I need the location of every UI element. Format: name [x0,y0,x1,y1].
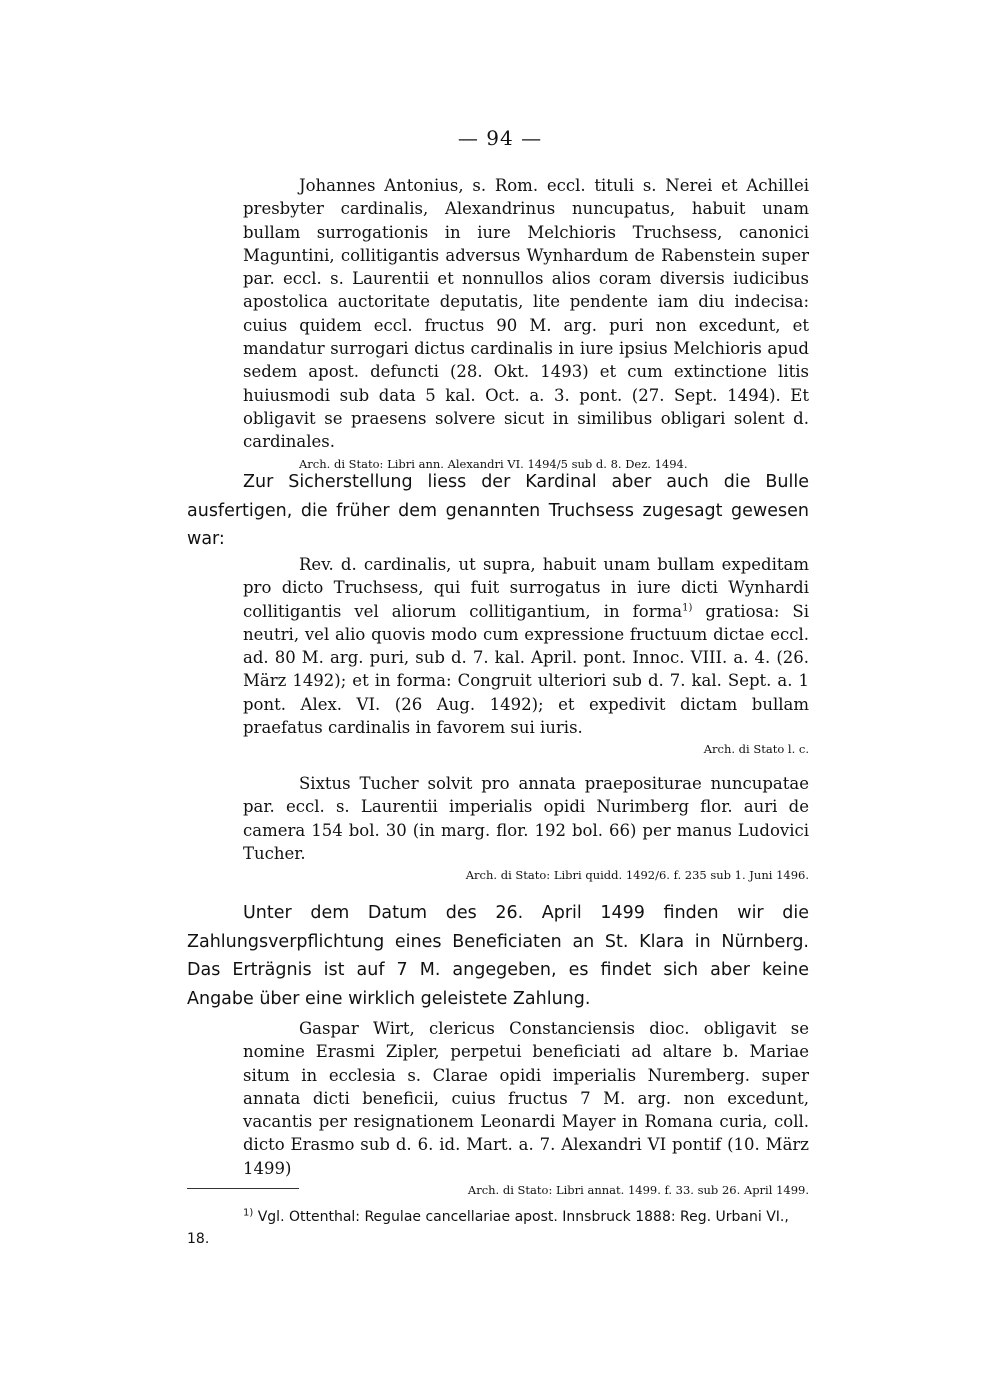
entry-text-part: gratiosa: Si neutri, vel alio quovis modo cum expressione fructuum dictae eccl. ad. 80 M. arg. puri, sub d. 7. kal. April. pont. Innoc. VIII. a. 4. (26. März 1492); et in forma: Congruit ulteriori sub d. 7. kal. Sept. a. 1 pont. Alex. VI. (26 Aug. 1492); et expedivit dictam bullam praefatus cardinalis in favorem sui iuris. [243,601,810,738]
footnote-marker: 1) [243,1207,254,1219]
entry-text: Gaspar Wirt, clericus Constanciensis dioc. obligavit se nomine Erasmi Zipler, perpetui beneficiati ad altare b. Mariae situm in ecclesia s. Clarae opidi imperialis Nuremberg. super annata dicti beneficii, cuius fructus 7 M. arg. non excedunt, vacantis per resignationem Leonardi Mayer in Romana curia, coll. dicto Erasmo sub d. 6. id. Mart. a. 7. Alexandri VI pontif (10. März 1499) [243,1019,809,1178]
narrative-text: Zur Sicherstellung liess der Kardinal aber auch die Bulle ausfertigen, die früher dem genannten Truchsess zugesagt gewesen war: [187,472,809,549]
archive-source: Arch. di Stato l. c. [703,742,809,757]
entry-text-part: Rev. d. cardinalis, ut supra, habuit unam bullam expeditam pro dicto Truchsess, qui fuit surrogatus in iure dicti Wynhardi collitigantis vel aliorum collitigantium, in forma [243,555,809,621]
entry-sixtus-tucher [243,772,809,885]
narrative-st-klara [187,899,809,1013]
entry-rev-cardinalis [243,553,809,759]
entry-gaspar-wirt [243,1017,809,1200]
entry-text: Sixtus Tucher solvit pro annata praepositurae nuncupatae par. eccl. s. Laurentii imperialis opidi Nurimberg flor. auri de camera 154 bol. 30 (in marg. flor. 192 bol. 66) per manus Ludovici Tucher. [243,774,809,863]
entry-text: Johannes Antonius, s. Rom. eccl. tituli s. Nerei et Achillei presbyter cardinalis, Alexandrinus nuncupatus, habuit unam bullam surrogationis in iure Melchioris Truchsess, canonici Maguntini, collitigantis adversus Wynhardum de Rabenstein super par. eccl. s. Laurentii et nonnullos alios coram diversis iudicibus apostolica auctoritate deputatis, lite pendente iam diu indecisa: cuius quidem eccl. fructus 90 M. arg. puri non excedunt, et mandatur surrogari dictus cardinalis in iure ipsius Melchioris apud sedem apost. defuncti (28. Okt. 1493) et cum extinctione litis huiusmodi sub data 5 kal. Oct. a. 3. pont. (27. Sept. 1494). Et obligavit se praesens solvere sicut in similibus obligari solent d. cardinales. [243,176,809,452]
archive-source: Arch. di Stato: Libri ann. Alexandri VI. 1494/5 sub d. 8. Dez. 1494. [299,456,688,471]
footnote [187,1206,809,1250]
entry-text [243,553,809,739]
entry-johannes-antonius [243,174,809,474]
archive-source: Arch. di Stato: Libri quidd. 1492/6. f. 235 sub 1. Juni 1496. [465,868,809,883]
footnote-text: Vgl. Ottenthal: Regulae cancellariae apost. Innsbruck 1888: Reg. Urbani VI., 18. [187,1209,789,1247]
narrative-text: Unter dem Datum des 26. April 1499 finden wir die Zahlungsverpflichtung eines Beneficiaten an St. Klara in Nürnberg. Das Erträgnis ist auf 7 M. angegeben, es findet sich aber keine Angabe über eine wirklich geleistete Zahlung. [187,903,809,1009]
archive-source: Arch. di Stato: Libri annat. 1499. f. 33. sub 26. April 1499. [467,1183,809,1198]
footnote-reference: 1) [682,602,693,614]
page-number: — 94 — [457,126,543,150]
footnote-divider [187,1188,299,1189]
narrative-sicherstellung [187,468,809,554]
